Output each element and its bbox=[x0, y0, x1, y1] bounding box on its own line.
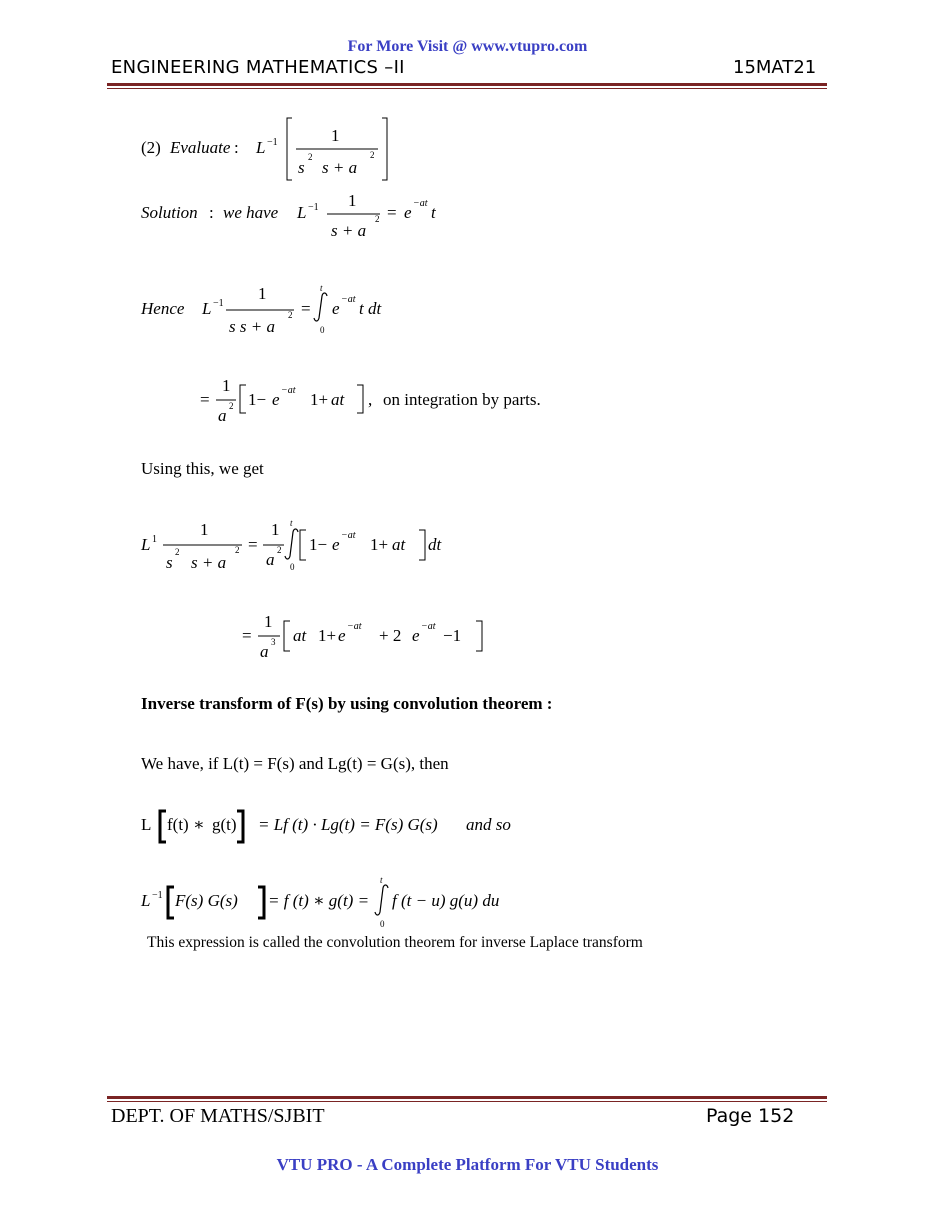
integral-lower-limit: 0 bbox=[290, 562, 295, 572]
integral-lower-limit: 0 bbox=[380, 919, 385, 929]
footer-department: DEPT. OF MATHS/SJBIT bbox=[111, 1105, 325, 1127]
right-bracket bbox=[419, 530, 425, 560]
exp-e: e bbox=[332, 535, 340, 554]
denominator-s-plus-a: s + a bbox=[322, 158, 358, 177]
fraction-numerator: 1 bbox=[222, 376, 231, 395]
denominator-s: s bbox=[166, 553, 173, 572]
laplace-L: L bbox=[141, 891, 151, 910]
solution-we-have: we have bbox=[223, 203, 279, 222]
bracket-body-at: at bbox=[392, 535, 406, 554]
conv2-rhs: = f (t) ∗ g(t) = bbox=[268, 891, 370, 910]
coef-denominator-power: 2 bbox=[277, 545, 282, 555]
exp-exponent: −at bbox=[413, 198, 428, 209]
exp-exponent: −at bbox=[341, 530, 356, 541]
integral-sign bbox=[314, 293, 327, 321]
bracket-body-at: at bbox=[331, 390, 345, 409]
fraction-numerator: 1 bbox=[258, 284, 267, 303]
right-bracket bbox=[382, 118, 387, 180]
integral-sign bbox=[375, 885, 388, 915]
inverse-exponent: −1 bbox=[267, 137, 278, 148]
denominator-power: 2 bbox=[229, 401, 234, 411]
footer-page-number: Page 152 bbox=[706, 1105, 795, 1127]
fraction-denominator: s s + a bbox=[229, 317, 275, 336]
denominator-power: 3 bbox=[271, 637, 276, 647]
fraction-denominator: a bbox=[218, 406, 227, 425]
inverse-exponent: 1 bbox=[152, 534, 157, 545]
exp-e-2: e bbox=[412, 626, 420, 645]
integrand-tail: t dt bbox=[359, 299, 382, 318]
exp-e: e bbox=[338, 626, 346, 645]
laplace-L: L bbox=[297, 203, 307, 222]
fraction-numerator: 1 bbox=[331, 126, 340, 145]
exp-exponent-2: −at bbox=[421, 621, 436, 632]
integral-lower-limit: 0 bbox=[320, 325, 325, 335]
F-times-G: F(s) G(s) bbox=[175, 891, 238, 910]
term-plus-two: + 2 bbox=[379, 626, 402, 645]
denominator-s-plus-a: s + a bbox=[191, 553, 227, 572]
equals-sign: = bbox=[301, 299, 311, 318]
footer-rule-thin bbox=[107, 1101, 827, 1102]
comma: , bbox=[368, 390, 373, 409]
convolution-heading: Inverse transform of F(s) by using convolution theorem : bbox=[141, 694, 553, 713]
left-bracket bbox=[240, 385, 246, 413]
exp-e: e bbox=[272, 390, 280, 409]
convolution-star: ∗ bbox=[193, 815, 205, 834]
we-have-text: We have, if L(t) = F(s) and Lg(t) = G(s), then bbox=[141, 754, 449, 773]
f-of-t: f(t) bbox=[167, 815, 189, 834]
denominator-power: 2 bbox=[375, 214, 380, 224]
denominator-outer-power: 2 bbox=[235, 545, 240, 555]
bracket-body-a: 1− bbox=[248, 390, 267, 409]
left-bracket bbox=[300, 530, 306, 560]
laplace-L: L bbox=[256, 138, 266, 157]
exp-exponent: −at bbox=[341, 294, 356, 305]
laplace-L: L bbox=[202, 299, 212, 318]
right-bracket bbox=[237, 811, 243, 842]
exp-e: e bbox=[332, 299, 340, 318]
header-title: ENGINEERING MATHEMATICS –II bbox=[111, 57, 405, 78]
integral-upper-limit: t bbox=[380, 875, 383, 885]
fraction-numerator: 1 bbox=[200, 520, 209, 539]
bracket-body-b: 1+ bbox=[310, 390, 329, 409]
denominator-power: 2 bbox=[288, 310, 293, 320]
header-visit-link[interactable]: For More Visit @ www.vtupro.com bbox=[347, 38, 588, 55]
conclusion-text: This expression is called the convolution theorem for inverse Laplace transform bbox=[147, 934, 643, 951]
coef-numerator: 1 bbox=[271, 520, 280, 539]
solution-label: Solution bbox=[141, 203, 198, 222]
right-bracket bbox=[357, 385, 363, 413]
problem-label: (2) bbox=[141, 138, 161, 157]
footer-vtu-link[interactable]: VTU PRO - A Complete Platform For VTU Students bbox=[276, 1155, 659, 1174]
using-this-text: Using this, we get bbox=[141, 459, 264, 478]
left-bracket bbox=[287, 118, 292, 180]
footer-rule-thick bbox=[107, 1096, 827, 1099]
integral-upper-limit: t bbox=[320, 283, 323, 293]
exp-exponent: −at bbox=[347, 621, 362, 632]
denominator-outer-power: 2 bbox=[370, 150, 375, 160]
equals-sign: = bbox=[200, 390, 210, 409]
denominator-s: s bbox=[298, 158, 305, 177]
left-bracket bbox=[160, 811, 166, 842]
inverse-exponent: −1 bbox=[152, 890, 163, 901]
exp-t: t bbox=[431, 203, 436, 222]
solution-colon: : bbox=[209, 203, 214, 222]
left-bracket bbox=[168, 887, 174, 918]
laplace-L: L bbox=[141, 815, 152, 834]
denominator-s-power: 2 bbox=[175, 547, 180, 557]
evaluate-word: Evaluate bbox=[170, 138, 231, 157]
colon: : bbox=[234, 138, 239, 157]
fraction-denominator: s + a bbox=[331, 221, 367, 240]
laplace-L: L bbox=[141, 535, 151, 554]
fraction-numerator: 1 bbox=[348, 191, 357, 210]
right-bracket bbox=[476, 621, 482, 651]
integral-upper-limit: t bbox=[290, 518, 293, 528]
term-at: at bbox=[293, 626, 307, 645]
conv1-rhs: = Lf (t) · Lg(t) = F(s) G(s) bbox=[258, 815, 438, 834]
dt: dt bbox=[428, 535, 442, 554]
hence-label: Hence bbox=[141, 299, 185, 318]
right-bracket bbox=[258, 887, 264, 918]
bracket-body-b: 1+ bbox=[370, 535, 389, 554]
equals-sign: = bbox=[248, 535, 258, 554]
equals-sign: = bbox=[242, 626, 252, 645]
bracket-body-a: 1− bbox=[309, 535, 328, 554]
g-of-t: g(t) bbox=[212, 815, 237, 834]
term-minus-one: −1 bbox=[443, 626, 462, 645]
fraction-numerator: 1 bbox=[264, 612, 273, 631]
left-bracket bbox=[284, 621, 290, 651]
and-so: and so bbox=[466, 815, 511, 834]
inverse-exponent: −1 bbox=[308, 202, 319, 213]
denominator-s-power: 2 bbox=[308, 152, 313, 162]
integration-note: on integration by parts. bbox=[383, 390, 541, 409]
fraction-denominator: a bbox=[260, 642, 269, 661]
convolution-integrand: f (t − u) g(u) du bbox=[392, 891, 500, 910]
integral-sign bbox=[285, 529, 298, 559]
header-course-code: 15MAT21 bbox=[733, 57, 817, 78]
coef-denominator: a bbox=[266, 550, 275, 569]
term-one-plus: 1+ bbox=[318, 626, 337, 645]
exp-exponent: −at bbox=[281, 385, 296, 396]
inverse-exponent: −1 bbox=[213, 298, 224, 309]
exp-e: e bbox=[404, 203, 412, 222]
equals-sign: = bbox=[387, 203, 397, 222]
